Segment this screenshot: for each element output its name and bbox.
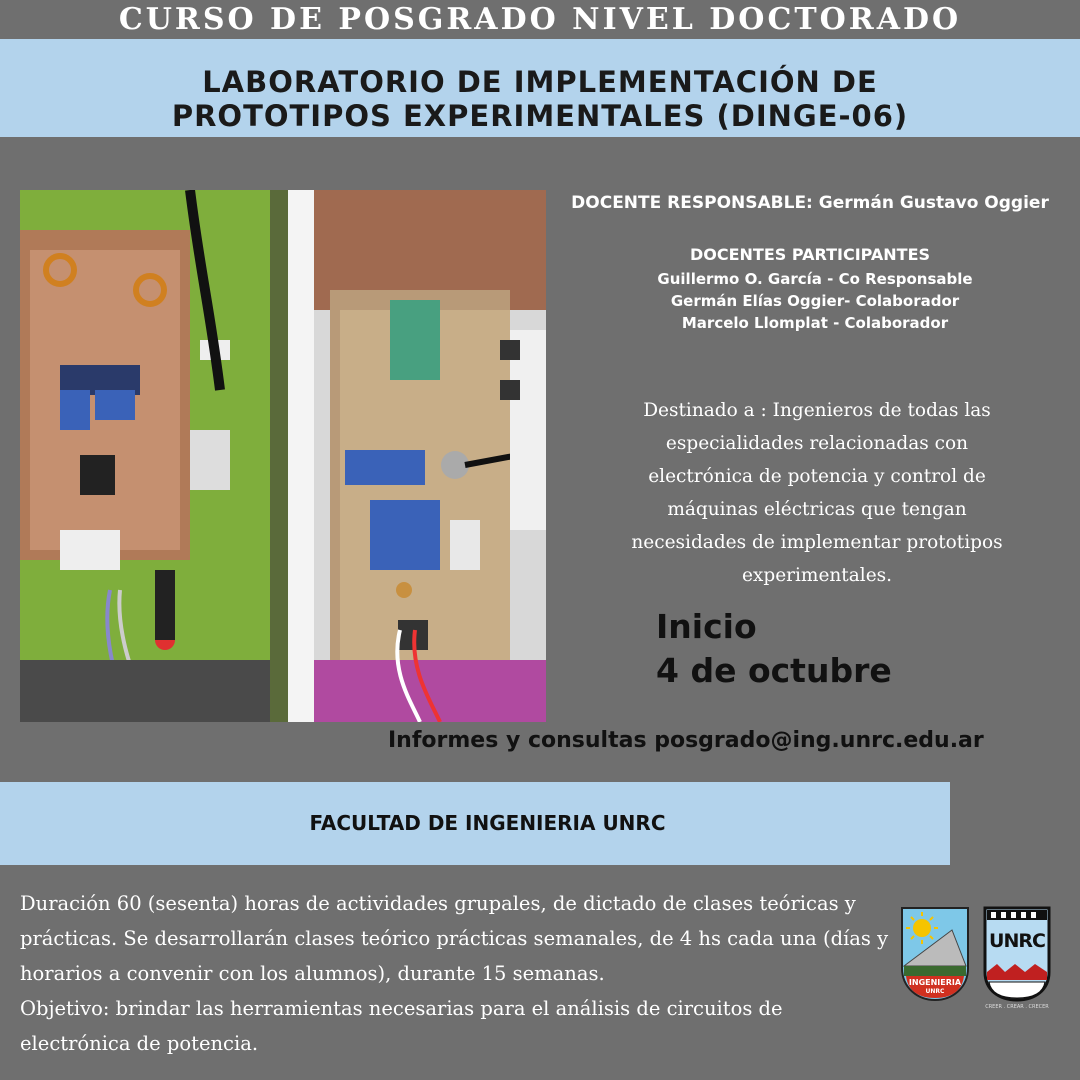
docente-participante: Marcelo Llomplat - Colaborador — [681, 314, 949, 332]
start-label: Inicio — [656, 607, 757, 646]
contact-info: Informes y consultas posgrado@ing.unrc.edu.ar — [388, 728, 984, 753]
docentes-participantes-title: DOCENTES PARTICIPANTES — [689, 245, 931, 264]
course-title-line1: LABORATORIO DE IMPLEMENTACIÓN DE — [202, 65, 878, 99]
circuit-board-photo-illustration — [20, 190, 546, 722]
unrc-logo — [983, 906, 1051, 1014]
duration-text: Duración 60 (sesenta) horas de actividades grupales, de dictado de clases teóricas y prácticas. Se desarrollarán clases teórico prácticas semanales, de 4 hs cada una (días y horarios a convenir con los alumnos), durante 15 semanas. — [20, 892, 889, 985]
ingenieria-logo-text: INGENIERIA — [908, 978, 962, 987]
unrc-logo-motto: CREER . CREAR . CRECER — [985, 1004, 1049, 1010]
start-date — [656, 605, 892, 693]
docente-responsable: DOCENTE RESPONSABLE: Germán Gustavo Oggier — [571, 193, 1049, 213]
top-title: CURSO DE POSGRADO NIVEL DOCTORADO — [118, 2, 962, 37]
circuit-board-photo — [20, 190, 546, 722]
institution-name: FACULTAD DE INGENIERIA UNRC — [309, 811, 666, 835]
ingenieria-logo — [900, 906, 970, 1002]
docente-participante: Germán Elías Oggier- Colaborador — [670, 292, 960, 310]
unrc-logo-text: UNRC — [989, 930, 1045, 952]
ingenieria-logo-subtext: UNRC — [925, 988, 945, 995]
title-band — [0, 39, 1080, 137]
objective-text: Objetivo: brindar las herramientas necesarias para el análisis de circuitos de electrónica de potencia. — [20, 997, 783, 1055]
course-title-line2: PROTOTIPOS EXPERIMENTALES (DINGE-06) — [171, 99, 909, 133]
unrc-logo-icon — [983, 906, 1051, 1002]
start-date-value: 4 de octubre — [656, 651, 892, 690]
audience-text: Destinado a : Ingenieros de todas las especialidades relacionadas con electrónica de potencia y control de máquinas eléctricas que tengan necesidades de implementar prototipos experimentales. — [631, 400, 1003, 586]
docente-participante: Guillermo O. García - Co Responsable — [657, 270, 973, 288]
course-description — [20, 886, 890, 1061]
